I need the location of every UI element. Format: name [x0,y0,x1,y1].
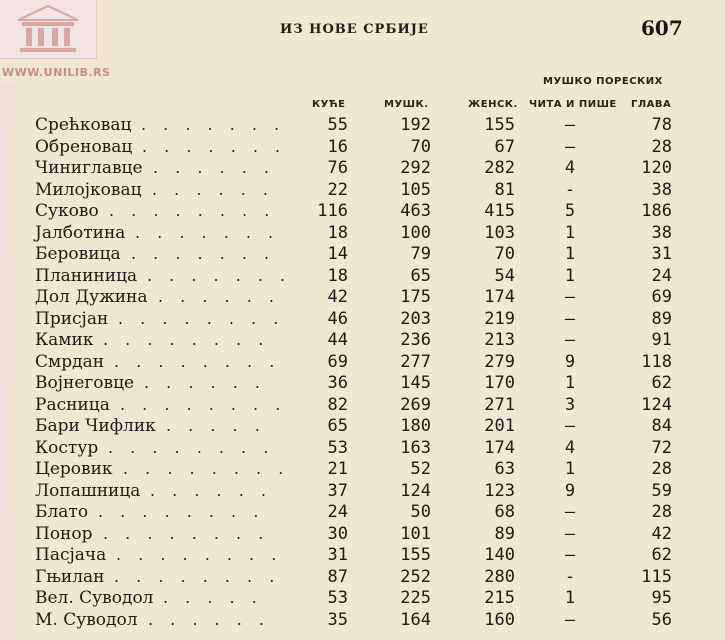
cell-cita: 1 [564,222,576,243]
page-number: 607 [641,16,683,40]
column-header-cita: ЧИТА И ПИШЕ [529,99,617,110]
cell-musk: 203 [400,308,431,329]
cell-kuce: 116 [317,201,348,221]
cell-zensk: 123 [484,480,515,501]
dot-leader: . . . . . . [152,179,274,199]
cell-glava: 62 [651,373,672,393]
table-row [0,373,725,395]
table-row [0,115,725,137]
settlement-name: Пасјача [35,545,107,565]
dot-leader: . . . . . . . [142,136,287,156]
dot-leader: . . . . . . [150,480,272,500]
cell-zensk: 282 [484,158,515,178]
cell-zensk: 174 [484,437,515,458]
settlement-name: Лопашница [35,480,141,501]
cell-kuce: 18 [327,265,348,286]
dot-leader: . . . . . [166,416,266,435]
dot-leader: . . . . . . . . [116,545,283,564]
cell-musk: 463 [400,201,431,221]
cell-cita: — [564,287,576,307]
cell-glava: 91 [651,330,672,350]
dot-leader: . . . . . . . . [114,566,281,586]
cell-glava: 28 [651,136,672,157]
table-row [0,588,725,610]
cell-cita: — [564,523,576,544]
table-row [0,459,725,481]
cell-musk: 225 [400,588,431,608]
cell-kuce: 65 [327,416,348,436]
cell-kuce: 14 [327,244,348,264]
settlement-name: Суково [35,201,99,221]
table-row [0,309,725,331]
table-row [0,287,725,309]
table-row [0,416,725,438]
table-row [0,352,725,374]
column-header-zensk: ЖЕНСК. [468,99,518,110]
cell-glava: 62 [651,545,672,565]
column-header-kuce: КУЋЕ [312,99,346,110]
cell-kuce: 21 [327,459,348,479]
table-row [0,201,725,223]
dot-leader: . . . . . . [158,287,280,306]
cell-glava: 89 [651,308,672,329]
cell-cita: 1 [564,244,576,264]
cell-glava: 24 [651,265,672,286]
cell-glava: 28 [651,459,672,479]
table-row [0,180,725,202]
cell-kuce: 55 [327,115,348,135]
cell-kuce: 22 [327,179,348,200]
cell-glava: 95 [651,588,672,608]
cell-musk: 292 [400,158,431,178]
cell-zensk: 170 [484,373,515,393]
settlement-name: Камик [35,330,94,350]
settlement-name: Присјан [35,308,109,329]
cell-kuce: 82 [327,394,348,415]
cell-musk: 101 [400,523,431,544]
settlement-name: Беровица [35,244,121,264]
cell-cita: 9 [564,351,576,372]
cell-zensk: 68 [494,502,515,522]
settlement-name: Смрдан [35,351,105,372]
cell-cita: - [564,179,576,200]
library-logo [0,0,97,59]
dot-leader: . . . . . . . [131,244,276,263]
table-row [0,137,725,159]
cell-zensk: 201 [484,416,515,436]
cell-zensk: 140 [484,545,515,565]
cell-kuce: 30 [327,523,348,544]
cell-musk: 105 [400,179,431,200]
settlement-name: Вел. Суводол [35,588,154,608]
running-title: ИЗ НОВЕ СРБИЈЕ [280,22,429,37]
table-row [0,266,725,288]
settlement-name: Обреновац [35,136,133,157]
table-row [0,524,725,546]
table-row [0,481,725,503]
cell-cita: — [564,545,576,565]
cell-musk: 236 [400,330,431,350]
watermark-site: WWW.UNILIB.RS [2,66,111,79]
dot-leader: . . . . . . [148,609,270,629]
table-row [0,610,725,632]
cell-zensk: 174 [484,287,515,307]
cell-musk: 145 [400,373,431,393]
cell-zensk: 415 [484,201,515,221]
cell-musk: 252 [400,566,431,587]
cell-musk: 277 [400,351,431,372]
cell-kuce: 24 [327,502,348,522]
cell-zensk: 103 [484,222,515,243]
table-row [0,438,725,460]
cell-cita: — [564,308,576,329]
cell-musk: 163 [400,437,431,458]
cell-glava: 38 [651,179,672,200]
cell-glava: 118 [641,351,672,372]
dot-leader: . . . . . . . . [108,437,275,457]
cell-kuce: 31 [327,545,348,565]
cell-glava: 59 [651,480,672,501]
cell-glava: 78 [651,115,672,135]
cell-kuce: 36 [327,373,348,393]
cell-zensk: 280 [484,566,515,587]
cell-musk: 50 [410,502,431,522]
cell-glava: 124 [641,394,672,415]
dot-leader: . . . . . . . . [114,351,281,371]
cell-cita: 1 [564,265,576,286]
cell-musk: 175 [400,287,431,307]
cell-kuce: 87 [327,566,348,587]
cell-glava: 72 [651,437,672,458]
cell-zensk: 70 [494,244,515,264]
cell-kuce: 69 [327,351,348,372]
cell-glava: 31 [651,244,672,264]
cell-kuce: 46 [327,308,348,329]
cell-cita: 4 [564,158,576,178]
settlement-name: Бари Чифлик [35,416,156,436]
column-group-header: МУШКО ПОРЕСКИХ [543,76,663,87]
table-row [0,395,725,417]
cell-cita: — [564,330,576,350]
cell-glava: 38 [651,222,672,243]
settlement-name: Милојковац [35,179,142,200]
dot-leader: . . . . . . . . [103,330,270,349]
cell-musk: 124 [400,480,431,501]
cell-cita: 9 [564,480,576,501]
column-header-glava: ГЛАВА [631,99,672,110]
cell-musk: 164 [400,609,431,630]
cell-cita: - [564,566,576,587]
cell-zensk: 213 [484,330,515,350]
settlement-name: Дол Дужина [35,287,148,307]
cell-cita: 4 [564,437,576,458]
cell-kuce: 53 [327,437,348,458]
cell-kuce: 44 [327,330,348,350]
cell-kuce: 37 [327,480,348,501]
dot-leader: . . . . . . . . [123,459,290,478]
dot-leader: . . . . . . . . [120,394,287,414]
cell-cita: 1 [564,373,576,393]
cell-kuce: 18 [327,222,348,243]
table-row [0,244,725,266]
cell-musk: 65 [410,265,431,286]
cell-kuce: 53 [327,588,348,608]
cell-glava: 69 [651,287,672,307]
settlement-name: Јалботина [35,222,126,243]
settlement-name: Понор [35,523,93,544]
settlement-name: Блато [35,502,89,522]
cell-kuce: 42 [327,287,348,307]
cell-glava: 56 [651,609,672,630]
cell-musk: 180 [400,416,431,436]
cell-zensk: 271 [484,394,515,415]
cell-cita: 3 [564,394,576,415]
cell-glava: 84 [651,416,672,436]
cell-glava: 42 [651,523,672,544]
cell-zensk: 54 [494,265,515,286]
dot-leader: . . . . . . . . [103,523,270,543]
cell-cita: — [564,502,576,522]
dot-leader: . . . . . . . [141,115,286,134]
cell-zensk: 219 [484,308,515,329]
dot-leader: . . . . . . . [135,222,280,242]
table-row [0,158,725,180]
dot-leader: . . . . . . . . [98,502,265,521]
cell-kuce: 76 [327,158,348,178]
cell-zensk: 155 [484,115,515,135]
settlement-name: Срећковац [35,115,132,135]
settlement-name: Планиница [35,265,138,286]
cell-zensk: 89 [494,523,515,544]
cell-musk: 70 [410,136,431,157]
column-header-musk: МУШК. [384,99,429,110]
cell-cita: — [564,136,576,157]
table-row [0,502,725,524]
settlement-name: Чиниглавце [35,158,143,178]
settlement-name: Војнеговце [35,373,135,393]
table-row [0,545,725,567]
cell-kuce: 16 [327,136,348,157]
table-row [0,223,725,245]
cell-cita: — [564,115,576,135]
cell-cita: 1 [564,588,576,608]
dot-leader: . . . . . [163,588,263,607]
cell-glava: 120 [641,158,672,178]
building-icon [14,4,82,54]
cell-cita: — [564,416,576,436]
dot-leader: . . . . . . [144,373,266,392]
cell-musk: 269 [400,394,431,415]
cell-zensk: 160 [484,609,515,630]
cell-kuce: 35 [327,609,348,630]
cell-cita: — [564,609,576,630]
dot-leader: . . . . . . . . [118,308,285,328]
cell-zensk: 63 [494,459,515,479]
settlement-name: Церовик [35,459,113,479]
cell-glava: 28 [651,502,672,522]
table-row [0,330,725,352]
cell-cita: 1 [564,459,576,479]
cell-musk: 192 [400,115,431,135]
dot-leader: . . . . . . . [147,265,292,285]
settlement-name: М. Суводол [35,609,138,630]
cell-musk: 52 [410,459,431,479]
cell-zensk: 215 [484,588,515,608]
cell-glava: 186 [641,201,672,221]
cell-cita: 5 [564,201,576,221]
cell-musk: 100 [400,222,431,243]
cell-zensk: 279 [484,351,515,372]
dot-leader: . . . . . . . . [109,201,276,220]
cell-glava: 115 [641,566,672,587]
dot-leader: . . . . . . [153,158,275,177]
cell-musk: 155 [400,545,431,565]
settlement-name: Гњилан [35,566,105,587]
cell-zensk: 81 [494,179,515,200]
settlement-name: Расница [35,394,110,415]
cell-zensk: 67 [494,136,515,157]
settlement-name: Костур [35,437,99,458]
cell-musk: 79 [410,244,431,264]
table-row [0,567,725,589]
